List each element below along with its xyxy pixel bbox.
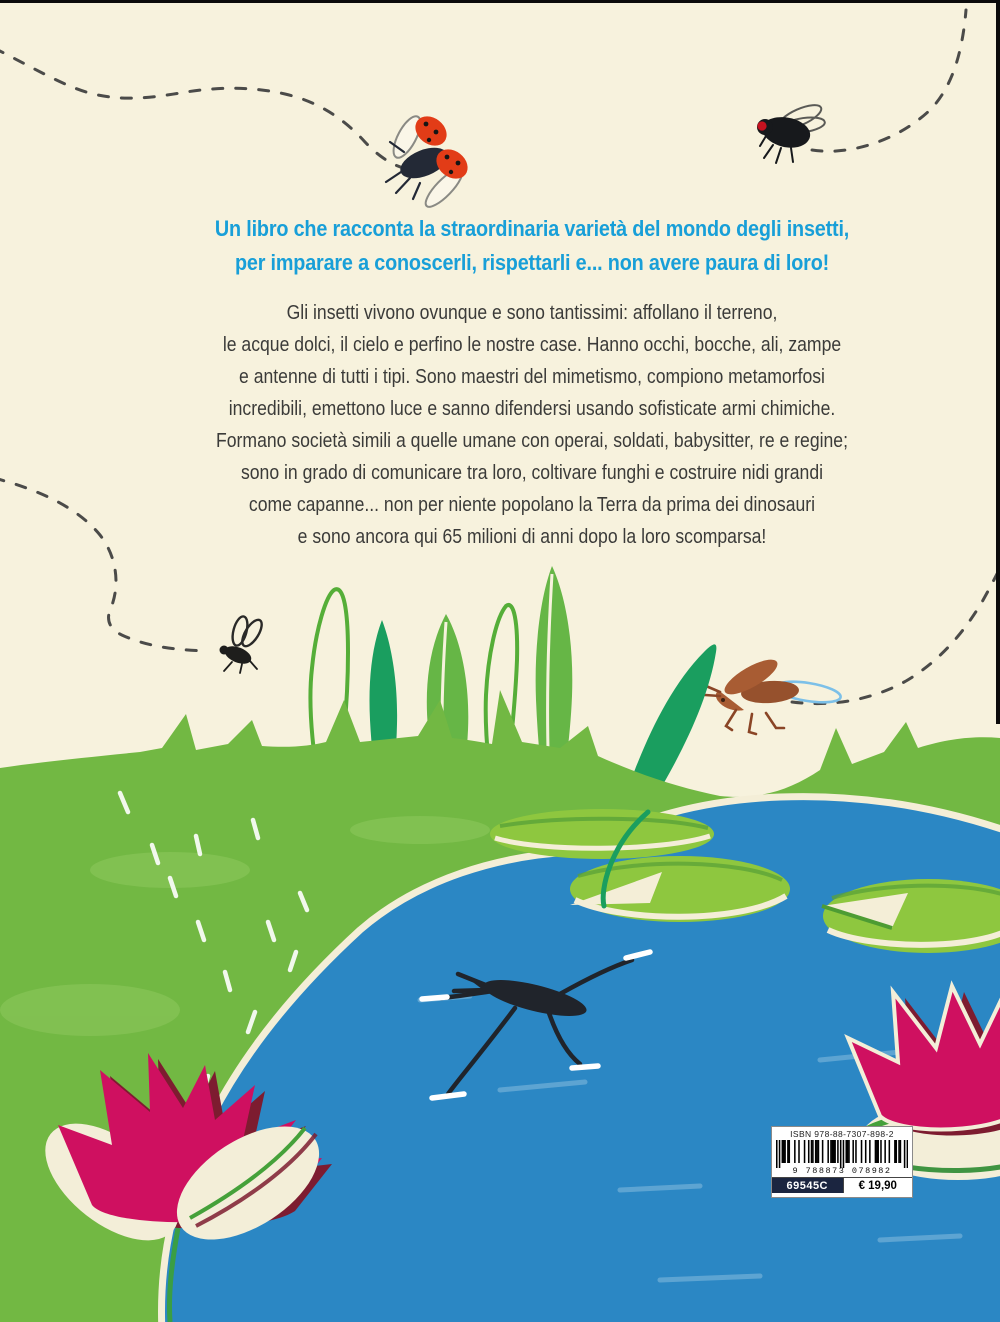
flight-trail-top-left — [0, 48, 404, 168]
flight-trail-mid-right — [792, 556, 1000, 704]
headline-line-1: Un libro che racconta la straordinaria varietà del mondo degli insetti, — [214, 216, 850, 241]
ean-digits: 9 788873 078982 — [792, 1166, 892, 1176]
body-line: Formano società simili a quelle umane con operai, soldati, babysitter, re e regine; — [216, 430, 848, 452]
flying-ladybug-illustration — [386, 110, 473, 211]
body-line: le acque dolci, il cielo e perfino le nostre case. Hanno occhi, bocche, ali, zampe — [222, 334, 842, 356]
body-line: e sono ancora qui 65 milioni di anni dopo la loro scomparsa! — [297, 526, 767, 548]
mosquito-illustration — [220, 615, 266, 673]
body-line: sono in grado di comunicare tra loro, coltivare funghi e costruire nidi grandi — [240, 462, 824, 484]
headline — [111, 212, 953, 280]
price-row — [772, 1177, 912, 1193]
isbn-label: ISBN 978-88-7307-898-2 — [790, 1129, 894, 1139]
scan-edge-top — [0, 0, 1000, 3]
beetle-illustration — [705, 653, 842, 734]
headline-line-2: per imparare a conoscerli, rispettarli e... non avere paura di loro! — [234, 250, 830, 275]
ean-barcode — [776, 1140, 908, 1169]
body-line: incredibili, emettono luce e sanno difendersi usando sofisticate armi chimiche. — [228, 398, 836, 420]
housefly-illustration — [757, 100, 826, 163]
body-line: Gli insetti vivono ovunque e sono tantissimi: affollano il terreno, — [286, 302, 778, 324]
lily-pad-upper — [490, 809, 714, 859]
scan-edge-right — [996, 0, 1000, 724]
barcode-panel — [771, 1126, 913, 1198]
flight-trail-top-right — [812, 10, 966, 151]
price: € 19,90 — [843, 1178, 913, 1193]
edition-code: 69545C — [772, 1178, 843, 1193]
body-paragraph — [120, 297, 944, 553]
body-line: e antenne di tutti i tipi. Sono maestri del mimetismo, compiono metamorfosi — [239, 366, 825, 388]
body-line: come capanne... non per niente popolano la Terra da prima dei dinosauri — [248, 494, 816, 516]
